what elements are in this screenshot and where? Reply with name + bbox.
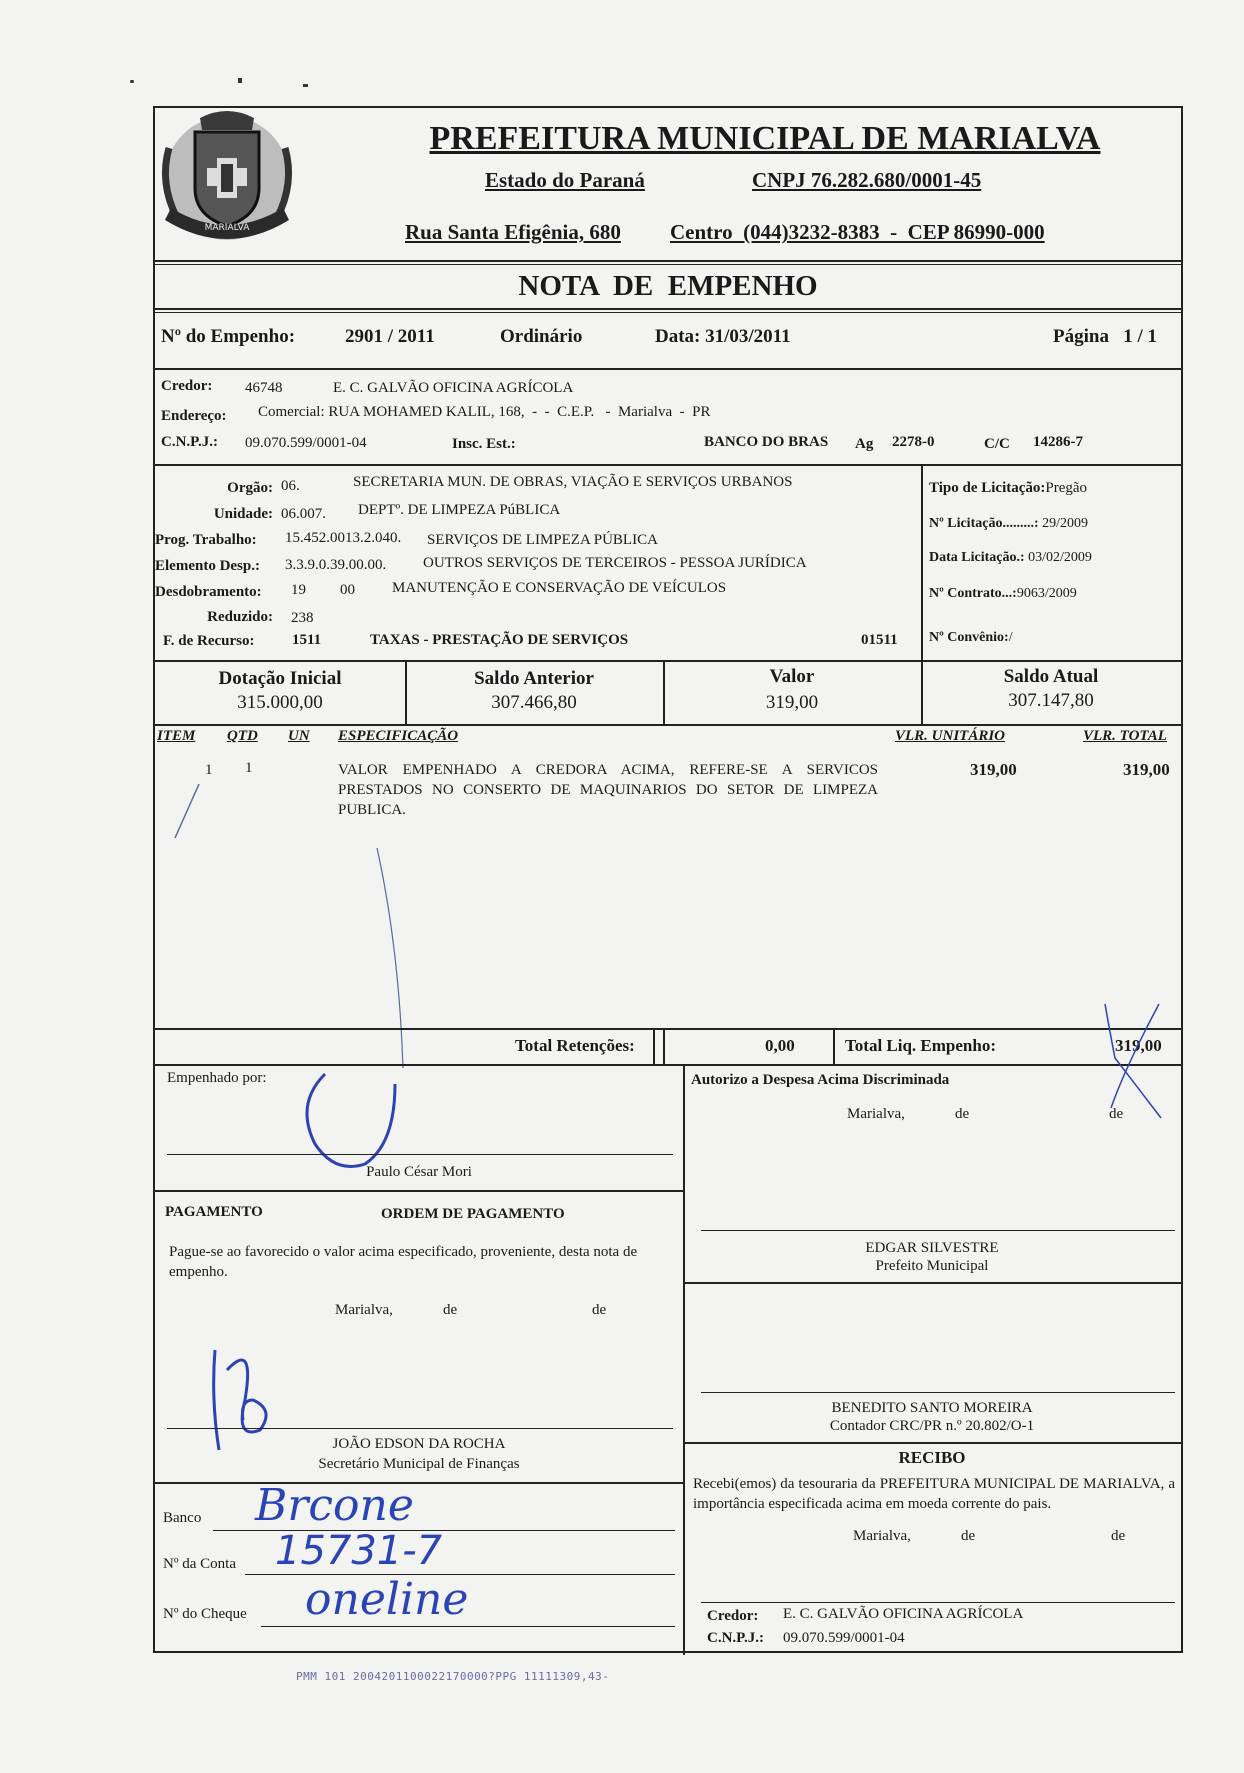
header-phone: Centro (044)3232-8383 - CEP 86990-000 (670, 220, 1045, 244)
credor-name: E. C. GALVÃO OFICINA AGRÍCOLA (333, 380, 574, 396)
item-vlr-total: 319,00 (1123, 760, 1170, 779)
insc-est-label: Insc. Est.: (452, 436, 516, 452)
item-number: 1 (205, 762, 213, 778)
banco-handwritten[interactable]: Brcone (255, 1480, 414, 1531)
secretario-role: Secretário Municipal de Finanças (318, 1456, 520, 1472)
empenho-number-label: Nº do Empenho: (161, 326, 296, 347)
autorizo-de-2: de (1109, 1106, 1124, 1122)
scan-speck (303, 84, 308, 87)
fonte-recurso-desc: TAXAS - PRESTAÇÃO DE SERVIÇOS (370, 632, 629, 648)
prog-trabalho-label: Prog. Trabalho: (155, 532, 257, 548)
header-address: Rua Santa Efigênia, 680 (405, 220, 621, 244)
banco-name: BANCO DO BRAS (704, 434, 829, 450)
fonte-recurso-label: F. de Recurso: (163, 633, 255, 649)
unidade-desc: DEPTº. DE LIMPEZA PúBLICA (358, 502, 561, 518)
recibo-credor-name: E. C. GALVÃO OFICINA AGRÍCOLA (783, 1606, 1024, 1622)
recibo-cnpj-value: 09.070.599/0001-04 (783, 1630, 905, 1646)
cnpj-value: 09.070.599/0001-04 (245, 435, 367, 451)
licitacao-convenio (929, 630, 1013, 646)
empenho-number: 2901 / 2011 (345, 326, 435, 347)
total-liquido-value: 319,00 (1115, 1036, 1162, 1055)
desdobramento-code2: 00 (340, 582, 355, 598)
unidade-label: Unidade: (213, 506, 273, 522)
prog-trabalho-desc: SERVIÇOS DE LIMPEZA PÚBLICA (427, 532, 658, 548)
valor-value: 319,00 (765, 692, 819, 713)
recibo-credor-label: Credor: (707, 1608, 759, 1624)
contador-name: BENEDITO SANTO MOREIRA (831, 1400, 1033, 1416)
conta-handwritten[interactable]: 15731-7 (275, 1528, 443, 1574)
autorizo-place: Marialva, (847, 1106, 905, 1122)
reduzido-value: 238 (291, 610, 314, 626)
col-header-qtd: QTD (227, 728, 258, 744)
empenhado-por-name: Paulo César Mori (366, 1164, 472, 1180)
orgao-code: 06. (281, 478, 300, 494)
total-retencoes-value: 0,00 (765, 1036, 795, 1055)
dotacao-label: Dotação Inicial (218, 668, 342, 689)
conta-corrente-label: C/C (984, 436, 1010, 452)
licitacao-data-value: 03/02/2009 (1024, 550, 1092, 565)
coat-of-arms-icon (155, 108, 300, 258)
desdobramento-code1: 19 (291, 582, 306, 598)
nota-empenho-form (153, 106, 1183, 1653)
col-header-item: ITEM (157, 728, 196, 744)
scan-speck (130, 80, 134, 83)
licitacao-contrato (929, 586, 1077, 602)
elemento-code: 3.3.9.0.39.00.00. (285, 557, 387, 573)
empenho-type: Ordinário (500, 326, 583, 347)
licitacao-convenio-value: / (1008, 630, 1013, 645)
desdobramento-desc: MANUTENÇÃO E CONSERVAÇÃO DE VEÍCULOS (392, 580, 727, 596)
recibo-de-2: de (1111, 1528, 1126, 1544)
item-qtd: 1 (245, 760, 253, 776)
endereco-value: Comercial: RUA MOHAMED KALIL, 168, - - C.E.P. - Marialva - PR (258, 404, 711, 420)
document-title: NOTA DE EMPENHO (518, 270, 818, 302)
saldo-atual-label: Saldo Atual (1003, 666, 1099, 687)
recibo-text: Recebi(emos) da tesouraria da PREFEITURA MUNICIPAL DE MARIALVA, a importância especificada acima em moeda corrente do pais. (693, 1476, 1175, 1512)
agencia-label: Ag (855, 436, 874, 452)
page-number: Página 1 / 1 (1053, 326, 1157, 347)
orgao-label: Orgão: (227, 480, 273, 496)
recibo-de-1: de (961, 1528, 976, 1544)
prog-trabalho-code: 15.452.0013.2.040. (285, 530, 402, 546)
dotacao-value: 315.000,00 (237, 692, 323, 713)
orgao-desc: SECRETARIA MUN. DE OBRAS, VIAÇÃO E SERVIÇOS URBANOS (353, 474, 793, 490)
endereco-label: Endereço: (161, 408, 227, 424)
total-liquido-label: Total Liq. Empenho: (845, 1036, 996, 1055)
valor-label: Valor (769, 666, 815, 687)
licitacao-numero (929, 516, 1088, 532)
elemento-desc: OUTROS SERVIÇOS DE TERCEIROS - PESSOA JURÍDICA (423, 555, 807, 571)
autorizo-text: Autorizo a Despesa Acima Discriminada (691, 1072, 950, 1088)
pagamento-text: Pague-se ao favorecido o valor acima especificado, proveniente, desta nota de empenho. (169, 1244, 638, 1280)
pagamento-title: PAGAMENTO (165, 1204, 263, 1220)
cnpj-label: C.N.P.J.: (161, 434, 218, 450)
unidade-code: 06.007. (281, 506, 326, 522)
empenho-date: Data: 31/03/2011 (655, 326, 791, 347)
pagamento-place: Marialva, (335, 1302, 393, 1318)
fonte-recurso-code2: 01511 (861, 632, 898, 648)
col-header-especificacao: ESPECIFICAÇÃO (338, 728, 459, 744)
item-especificacao: VALOR EMPENHADO A CREDORA ACIMA, REFERE-SE A SERVICOS PRESTADOS NO CONSERTO DE MAQUINARIOS DO SETOR DE LIMPEZA PUBLICA. (338, 762, 878, 818)
conta-label: Nº da Conta (163, 1556, 236, 1572)
licitacao-numero-label: Nº Licitação.........: (929, 516, 1039, 531)
licitacao-contrato-label: Nº Contrato...: (929, 586, 1017, 601)
item-vlr-unitario: 319,00 (970, 760, 1017, 779)
saldo-anterior-label: Saldo Anterior (474, 668, 594, 689)
licitacao-data-label: Data Licitação.: (929, 550, 1025, 565)
secretario-name: JOÃO EDSON DA ROCHA (332, 1436, 506, 1452)
credor-label: Credor: (161, 378, 213, 394)
cheque-handwritten[interactable]: oneline (305, 1574, 469, 1625)
agencia-value: 2278-0 (892, 434, 935, 450)
licitacao-tipo (929, 480, 1087, 497)
recibo-title: RECIBO (898, 1448, 966, 1467)
empenhado-por-label: Empenhado por: (167, 1070, 267, 1086)
header-cnpj: CNPJ 76.282.680/0001-45 (752, 168, 982, 192)
licitacao-numero-value: 29/2009 (1038, 516, 1088, 531)
contador-role: Contador CRC/PR n.º 20.802/O-1 (829, 1418, 1035, 1434)
licitacao-contrato-value: 9063/2009 (1016, 586, 1077, 601)
licitacao-data (929, 550, 1092, 566)
desdobramento-label: Desdobramento: (155, 584, 262, 600)
pagamento-de-2: de (592, 1302, 607, 1318)
elemento-label: Elemento Desp.: (155, 558, 260, 574)
pagamento-de-1: de (443, 1302, 458, 1318)
reduzido-label: Reduzido: (207, 609, 273, 625)
fonte-recurso-code: 1511 (292, 632, 322, 648)
recibo-place: Marialva, (853, 1528, 911, 1544)
signature-mark (1101, 998, 1181, 1138)
footer-barcode-text: PMM 101 2004201100022170000?PPG 11111309,43- (296, 1670, 610, 1683)
svg-text:MARIALVA: MARIALVA (204, 223, 250, 233)
scan-speck (238, 78, 242, 83)
prefeito-name: EDGAR SILVESTRE (865, 1240, 999, 1256)
ordem-pagamento-title: ORDEM DE PAGAMENTO (381, 1206, 565, 1222)
credor-code: 46748 (245, 380, 283, 396)
recibo-cnpj-label: C.N.P.J.: (707, 1630, 764, 1646)
col-header-un: UN (288, 728, 310, 744)
conta-corrente-value: 14286-7 (1033, 434, 1083, 450)
saldo-anterior-value: 307.466,80 (491, 692, 577, 713)
saldo-atual-value: 307.147,80 (1008, 690, 1094, 711)
signature-paulo (295, 1064, 445, 1174)
header-title: PREFEITURA MUNICIPAL DE MARIALVA (429, 120, 1101, 157)
total-retencoes-label: Total Retenções: (515, 1036, 635, 1055)
prefeito-role: Prefeito Municipal (875, 1258, 989, 1274)
licitacao-tipo-label: Tipo de Licitação: (929, 480, 1046, 496)
col-header-vlr-unitario: VLR. UNITÁRIO (895, 728, 1006, 744)
banco-label: Banco (163, 1510, 202, 1526)
cheque-label: Nº do Cheque (163, 1606, 247, 1622)
licitacao-tipo-value: Pregão (1045, 480, 1088, 496)
col-header-vlr-total: VLR. TOTAL (1083, 728, 1167, 744)
licitacao-convenio-label: Nº Convênio: (929, 630, 1009, 645)
autorizo-de-1: de (955, 1106, 970, 1122)
header-state: Estado do Paraná (485, 168, 645, 192)
